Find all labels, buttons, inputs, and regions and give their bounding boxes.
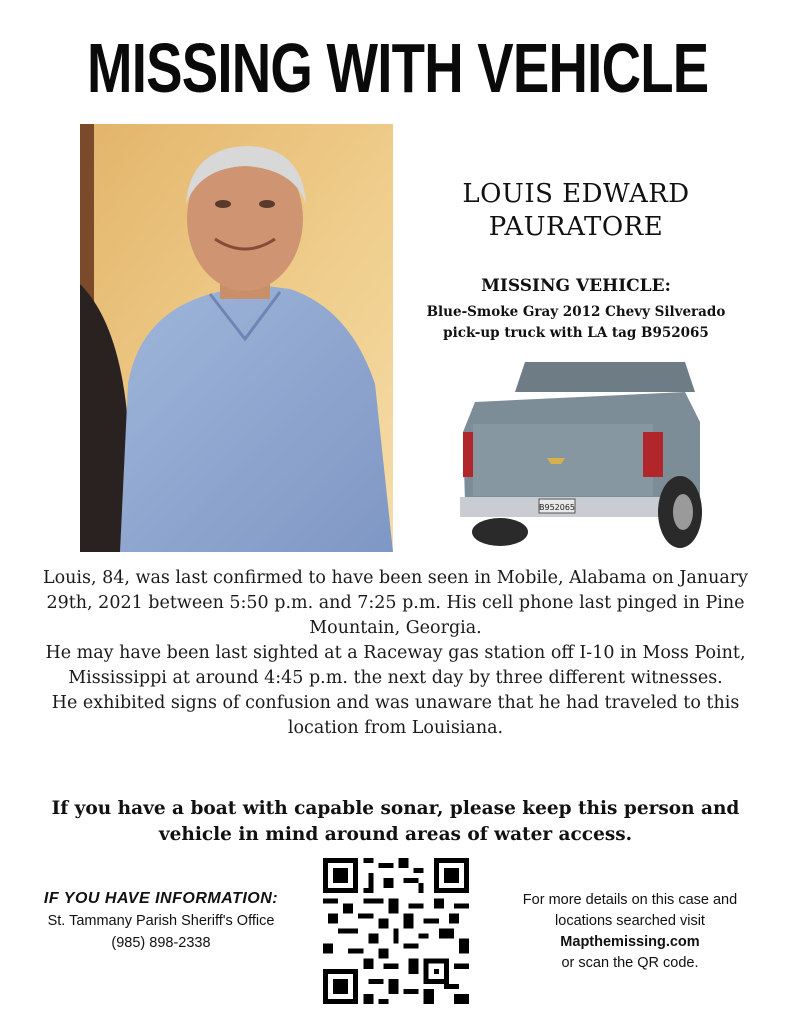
more-details xyxy=(490,890,770,974)
case-details xyxy=(40,566,751,741)
details-line2: locations searched visit xyxy=(555,913,705,929)
page-title: MISSING WITH VEHICLE xyxy=(87,29,709,107)
details-website[interactable]: Mapthemissing.com xyxy=(560,934,700,950)
case-paragraph-2: He may have been last sighted at a Raceway gas station off I-10 in Moss Point, Mississippi at around 4:45 p.m. the next day by three different witnesses. xyxy=(45,643,746,688)
contact-phone[interactable]: (985) 898-2338 xyxy=(111,935,211,951)
vehicle-description xyxy=(405,302,747,344)
case-paragraph-3: He exhibited signs of confusion and was unaware that he had traveled to this location from Louisiana. xyxy=(51,693,740,738)
details-line1: For more details on this case and xyxy=(522,892,738,908)
person-name-line2: PAURATORE xyxy=(488,212,664,242)
truck-illustration xyxy=(455,362,706,554)
qr-code[interactable] xyxy=(323,858,469,1004)
contact-heading: IF YOU HAVE INFORMATION: xyxy=(43,890,279,907)
person-name xyxy=(420,178,732,244)
person-photo xyxy=(80,124,393,552)
person-photo-illustration xyxy=(80,124,393,552)
vehicle-description-line2: pick-up truck with LA tag B952065 xyxy=(443,325,709,341)
vehicle-photo xyxy=(455,362,706,554)
case-paragraph-1: Louis, 84, was last confirmed to have been seen in Mobile, Alabama on January 29th, 2021 between 5:50 p.m. and 7:25 p.m. His cell phone last pinged in Pine Mountain, Georgia. xyxy=(42,568,749,638)
contact-info xyxy=(20,888,302,954)
sonar-appeal xyxy=(40,796,751,848)
details-website-link[interactable] xyxy=(490,932,770,953)
vehicle-heading: MISSING VEHICLE: xyxy=(481,276,671,296)
person-name-line1: LOUIS EDWARD xyxy=(462,179,690,209)
qr-code-icon xyxy=(323,858,469,1004)
sonar-appeal-line2: vehicle in mind around areas of water access. xyxy=(158,824,633,845)
sonar-appeal-line1: If you have a boat with capable sonar, please keep this person and xyxy=(51,798,740,819)
license-plate-text: B952065 xyxy=(538,503,576,512)
contact-organization: St. Tammany Parish Sheriff's Office xyxy=(47,913,275,929)
vehicle-description-line1: Blue-Smoke Gray 2012 Chevy Silverado xyxy=(426,304,726,320)
details-line4: or scan the QR code. xyxy=(561,955,699,971)
